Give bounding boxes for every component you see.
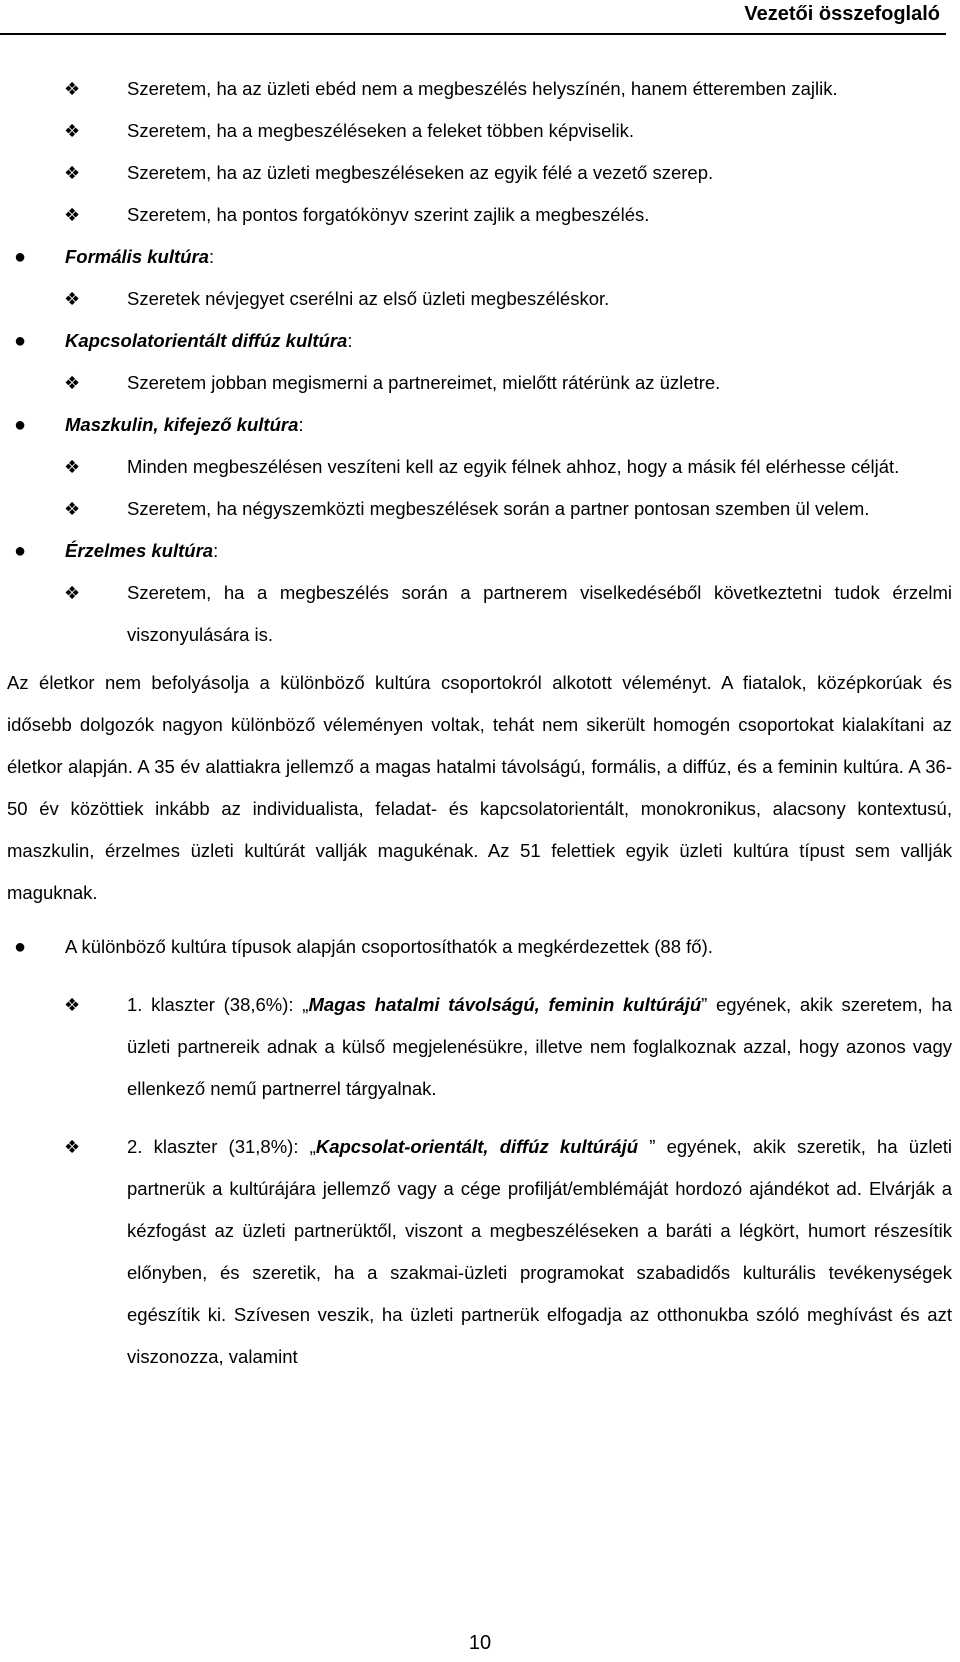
cluster-item xyxy=(7,1126,952,1378)
round-bullet-icon: ● xyxy=(14,330,27,352)
cluster-prefix: 1. klaszter (38,6%): „ xyxy=(127,994,309,1015)
culture-label: Érzelmes kultúra xyxy=(65,540,214,561)
list-item-text: Szeretem, ha a megbeszélés során a partnerem viselkedéséből következtetni tudok érzelmi viszonyulására is. xyxy=(127,582,952,645)
diamond-bullet-icon: ❖ xyxy=(64,79,81,99)
culture-label-colon: : xyxy=(298,414,304,435)
diamond-bullet-icon: ❖ xyxy=(64,583,81,603)
diamond-list-item xyxy=(7,194,952,236)
round-bullet-icon: ● xyxy=(14,936,27,958)
diamond-bullet-icon: ❖ xyxy=(64,995,81,1015)
diamond-list-item xyxy=(7,110,952,152)
diamond-list-item xyxy=(7,68,952,110)
list-item-text: Szeretem, ha az üzleti ebéd nem a megbeszélés helyszínén, hanem étteremben zajlik. xyxy=(127,78,838,99)
page-number: 10 xyxy=(468,1632,492,1654)
diamond-list-item xyxy=(7,446,952,488)
list-item-text: Minden megbeszélésen veszíteni kell az egyik félnek ahhoz, hogy a másik fél elérhesse célját. xyxy=(127,456,900,477)
list-item-text: Szeretem, ha a megbeszéléseken a feleket többen képviselik. xyxy=(127,120,634,141)
cluster-name: Magas hatalmi távolságú, feminin kultúrájú xyxy=(308,994,702,1015)
culture-label: Kapcsolatorientált diffúz kultúra xyxy=(65,330,348,351)
culture-heading xyxy=(7,236,952,278)
diamond-bullet-icon: ❖ xyxy=(64,373,81,393)
culture-heading xyxy=(7,404,952,446)
diamond-list-item xyxy=(7,152,952,194)
diamond-bullet-icon: ❖ xyxy=(64,1137,81,1157)
culture-label-colon: : xyxy=(347,330,353,351)
diamond-list-item xyxy=(7,362,952,404)
diamond-bullet-icon: ❖ xyxy=(64,121,81,141)
list-item-text: Szeretem, ha pontos forgatókönyv szerint zajlik a megbeszélés. xyxy=(127,204,650,225)
diamond-bullet-icon: ❖ xyxy=(64,289,81,309)
cluster-description: ” egyének, akik szeretik, ha üzleti partnerük a kultúrájára jellemző vagy a cége profilját/emblémáját hordozó ajándékot ad. Elvárják a kézfogást az üzleti partnerüktől, viszont a megbeszéléseken a baráti a légkört, humort részesítik előnyben, és szeretik, ha a szakmai-üzleti programokat szabadidős kulturális tevékenységek egészítik ki. Szívesen veszik, ha üzleti partnerük elfogadja az otthonukba szóló meghívást és azt viszonozza, valamint xyxy=(127,1136,952,1367)
round-bullet-icon: ● xyxy=(14,540,27,562)
header-title: Vezetői összefoglaló xyxy=(744,3,940,25)
culture-heading xyxy=(7,530,952,572)
diamond-bullet-icon: ❖ xyxy=(64,499,81,519)
diamond-list-item xyxy=(7,278,952,320)
culture-label: Formális kultúra xyxy=(65,246,209,267)
diamond-bullet-icon: ❖ xyxy=(64,163,81,183)
diamond-bullet-icon: ❖ xyxy=(64,457,81,477)
list-item-text: Szeretem jobban megismerni a partnereimet, mielőtt rátérünk az üzletre. xyxy=(127,372,721,393)
round-bullet-icon: ● xyxy=(14,414,27,436)
diamond-list-item xyxy=(7,488,952,530)
cluster-prefix: 2. klaszter (31,8%): „ xyxy=(127,1136,316,1157)
diamond-list-item xyxy=(7,572,952,656)
round-bullet-icon: ● xyxy=(14,246,27,268)
culture-label: Maszkulin, kifejező kultúra xyxy=(65,414,299,435)
cluster-intro-text: A különböző kultúra típusok alapján csoportosíthatók a megkérdezettek (88 fő). xyxy=(65,936,713,957)
body-paragraph: Az életkor nem befolyásolja a különböző kultúra csoportokról alkotott véleményt. A fiatalok, középkorúak és idősebb dolgozók nagyon különböző véleményen voltak, tehát nem sikerült homogén csoportokat kialakítani az életkor alapján. A 35 év alattiakra jellemző a magas hatalmi távolságú, formális, a diffúz, és a feminin kultúra. A 36-50 év közöttiek inkább az individualista, feladat- és kapcsolatorientált, monokronikus, alacsony kontextusú, maszkulin, érzelmes üzleti kultúrát vallják magukénak. Az 51 felettiek egyik üzleti kultúra típust sem vallják maguknak. xyxy=(7,672,952,903)
cluster-description: ” egyének, akik szeretem, ha üzleti partnereik adnak a külső megjelenésükre, illetve nem foglalkoznak azzal, hogy azonos vagy ellenkező nemű partnerrel tárgyalnak. xyxy=(127,994,952,1099)
culture-label-colon: : xyxy=(208,246,215,267)
cluster-item xyxy=(7,984,952,1110)
list-item-text: Szeretem, ha az üzleti megbeszéléseken az egyik félé a vezető szerep. xyxy=(127,162,714,183)
cluster-intro xyxy=(7,926,952,968)
diamond-bullet-icon: ❖ xyxy=(64,205,81,225)
cluster-name: Kapcsolat-orientált, diffúz kultúrájú xyxy=(315,1136,650,1157)
culture-heading xyxy=(7,320,952,362)
culture-label-colon: : xyxy=(213,540,219,561)
list-item-text: Szeretek névjegyet cserélni az első üzleti megbeszéléskor. xyxy=(127,288,610,309)
document-body xyxy=(7,68,952,1378)
list-item-text: Szeretem, ha négyszemközti megbeszélések során a partner pontosan szemben ül velem. xyxy=(127,498,870,519)
page-header xyxy=(0,0,946,35)
